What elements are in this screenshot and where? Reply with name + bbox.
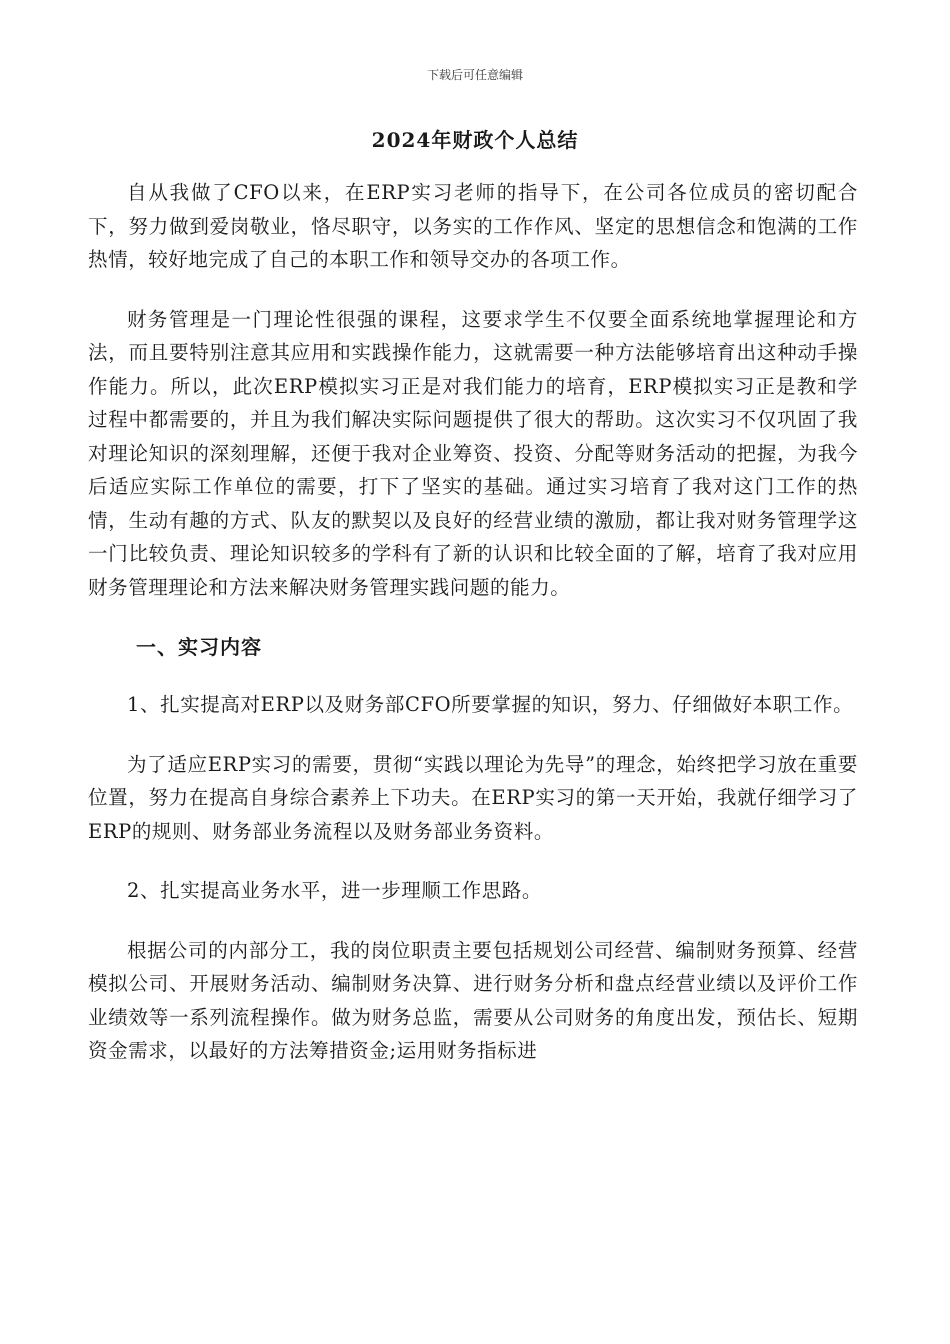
section-paragraph-3: 2、扎实提高业务水平，进一步理顺工作思路。 — [127, 879, 543, 902]
section-paragraph-2: 为了适应ERP实习的需要，贯彻“实践以理论为先导”的理念，始终把学习放在重要位置，努力在提高自身综合素养上下功夫。在ERP实习的第一天开始，我就仔细学习了ERP的规则、财务部业务流程以及财务部业务资料。 — [88, 752, 858, 843]
document-title: 2024年财政个人总结 — [371, 128, 579, 152]
section-heading: 一、实习内容 — [136, 635, 262, 659]
section-paragraph-4: 根据公司的内部分工，我的岗位职责主要包括规划公司经营、编制财务预算、经营模拟公司、开展财务活动、编制财务决算、进行财务分析和盘点经营业绩以及评价工作业绩效等一系列流程操作。做为财务总监，需要从公司财务的角度出发，预估长、短期资金需求，以最好的方法筹措资金;运用财务指标进 — [88, 938, 858, 1062]
section-paragraph-1: 1、扎实提高对ERP以及财务部CFO所要掌握的知识，努力、仔细做好本职工作。 — [127, 693, 854, 716]
paragraph-course: 财务管理是一门理论性很强的课程，这要求学生不仅要全面系统地掌握理论和方法，而且要特别注意其应用和实践操作能力，这就需要一种方法能够培育出这种动手操作能力。所以，此次ERP模拟实习正是对我们能力的培育，ERP模拟实习正是教和学过程中都需要的，并且为我们解决实际问题提供了很大的帮助。这次实习不仅巩固了我对理论知识的深刻理解，还便于我对企业筹资、投资、分配等财务活动的把握，为我今后适应实际工作单位的需要，打下了坚实的基础。通过实习培育了我对这门工作的热情，生动有趣的方式、队友的默契以及良好的经营业绩的激励，都让我对财务管理学这一门比较负责、理论知识较多的学科有了新的认识和比较全面的了解，培育了我对应用财务管理理论和方法来解决财务管理实践问题的能力。 — [88, 307, 858, 599]
paragraph-intro: 自从我做了CFO以来，在ERP实习老师的指导下，在公司各位成员的密切配合下，努力做到爱岗敬业，恪尽职守，以务实的工作作风、坚定的思想信念和饱满的工作热情，较好地完成了自己的本职工作和领导交办的各项工作。 — [88, 181, 858, 271]
document-body — [88, 176, 858, 1094]
page-header-note: 下载后可任意编辑 — [426, 68, 523, 82]
